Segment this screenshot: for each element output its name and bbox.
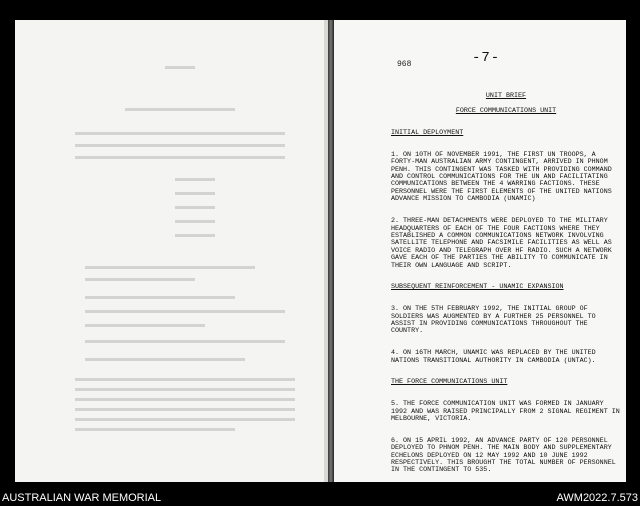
- left-page: [15, 20, 328, 482]
- paragraph-4: 4. ON 16TH MARCH, UNAMIC WAS REPLACED BY THE UNITED NATIONS TRANSITIONAL AUTHORITY IN CAMBODIA (UNTAC).: [391, 349, 596, 365]
- page-number: -7-: [472, 50, 501, 66]
- section-heading-force-comms: THE FORCE COMMUNICATIONS UNIT: [391, 378, 508, 387]
- right-page: [334, 20, 626, 482]
- section-heading-reinforcement: SUBSEQUENT REINFORCEMENT - UNAMIC EXPANSION: [391, 283, 564, 292]
- paragraph-3: 3. ON THE 5TH FEBRUARY 1992, THE INITIAL GROUP OF SOLDIERS WAS AUGMENTED BY A FURTHER 25 PERSONNEL TO ASSIST IN PROVIDING COMMUNICATIONS THROUGHOUT THE COUNTRY.: [391, 305, 596, 336]
- paragraph-5: 5. THE FORCE COMMUNICATION UNIT WAS FORMED IN JANUARY 1992 AND WAS RAISED PRINCIPALLY FROM 2 SIGNAL REGIMENT IN MELBOURNE, VICTORIA.: [391, 400, 620, 424]
- section-heading-initial-deployment: INITIAL DEPLOYMENT: [391, 129, 464, 138]
- paragraph-6: 6. ON 15 APRIL 1992, AN ADVANCE PARTY OF 120 PERSONNEL DEPLOYED TO PHNOM PENH. THE MAIN BODY AND SUPPLEMENTARY ECHELONS DEPLOYED ON 12 MAY 1992 AND 10 JUNE 1992 RESPECTIVELY. THIS BROUGHT THE TOTAL NUMBER OF PERSONNEL IN THE CONTINGENT TO 535.: [391, 436, 616, 475]
- title-line-2: FORCE COMMUNICATIONS UNIT: [455, 107, 557, 116]
- bleed-through-text: [55, 60, 305, 460]
- title-line-1: UNIT BRIEF: [485, 92, 527, 101]
- catalogue-number: AWM2022.7.573: [556, 492, 638, 504]
- archive-credit: AUSTRALIAN WAR MEMORIAL: [2, 492, 162, 504]
- paragraph-2: 2. THREE-MAN DETACHMENTS WERE DEPLOYED TO THE MILITARY HEADQUARTERS OF EACH OF THE FOUR FACTIONS WHERE THEY ESTABLISHED A COMMON COMMUNICATIONS NETWORK INVOLVING SATELLITE TELEPHONE AND FACSIMILE FACILITIES AS WELL AS VOICE RADIO AND TELEGRAPH OVER HF RADIO. SUCH A NETWORK GAVE EACH OF THE PARTIES THE ABILITY TO COMMUNICATE IN THEIR OWN LANGUAGE AND SCRIPT.: [391, 217, 612, 270]
- paragraph-1: 1. ON 10TH OF NOVEMBER 1991, THE FIRST UN TROOPS, A FORTY-MAN AUSTRALIAN ARMY CONTINGENT, ARRIVED IN PHNOM PENH. THIS CONTINGENT WAS TASKED WITH PROVIDING COMMAND AND CONTROL COMMUNICATIONS FOR THE UN AND FACILITATING COMMUNICATIONS BETWEEN THE 4 WARRING FACTIONS. THESE PERSONNEL WERE THE FIRST ELEMENTS OF THE UNITED NATIONS ADVANCE MISSION TO CAMBODIA (UNAMIC): [391, 150, 612, 204]
- page-body: [391, 86, 621, 489]
- page-reference: 968: [397, 60, 412, 69]
- document-spread: [15, 20, 626, 482]
